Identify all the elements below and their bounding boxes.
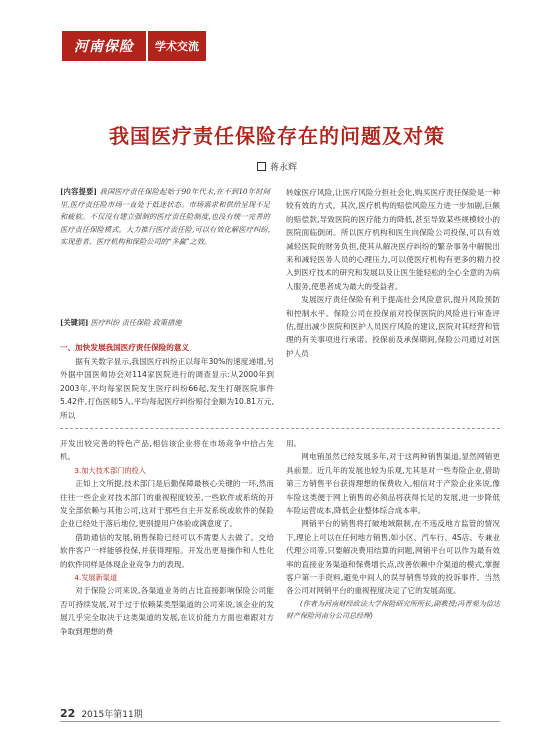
paragraph: 开发出较完善的特色产品,相信该企业将在市场竞争中拾占先机。 bbox=[60, 439, 274, 462]
magazine-brand: 河南保险 bbox=[62, 31, 146, 61]
left-column-bottom bbox=[60, 437, 274, 638]
paragraph: 正如上文所提,技术部门是后勤保障最核心关键的一环,然而往往一些企业对技术部门的重视程度较差,一些软件或系统的开发全部依赖与其他公司,这对于那些自主开发系统或软件的保险企业已经处于落后地位,更别提用户体验或满意度了。 bbox=[60, 479, 274, 529]
author-line bbox=[0, 160, 554, 173]
page-footer bbox=[60, 707, 143, 720]
left-column-top bbox=[60, 355, 274, 422]
right-column-bottom bbox=[286, 437, 500, 623]
abstract bbox=[60, 186, 270, 249]
author-bio: (作者为河南财经政法大学保险研究所所长,副教授;冯晋观为信达财产保险河南分公司总经理) bbox=[286, 599, 500, 621]
abstract-text: 我国医疗责任保险起始于90年代末,在不到10年时间里,医疗责任险市场一直处于低迷状态。市场需求和供给呈现不足和疲软。不仅没有建立强制的医疗责任险制度,也没有统一完善的医疗责任保险模式。大力推行医疗责任险,可以有效化解医疗纠纷,实现患者、医疗机构和保险公司的“多赢”之效。 bbox=[60, 187, 270, 247]
keywords-label: [关键词] bbox=[60, 318, 89, 327]
dashed-divider bbox=[60, 428, 500, 429]
author-square-icon bbox=[257, 162, 266, 171]
author-name: 蒋永辉 bbox=[269, 163, 297, 173]
keywords bbox=[60, 318, 270, 328]
paragraph: 转嫁医疗风险,让医疗风险分担社会化,购买医疗责任保险是一种较有效的方式。其次,医疗机构的赔偿风险压力进一步加剧,巨额的赔偿款,导致医院的医疗能力的降低,甚至导致某些规模较小的医院面临倒闭。所以医疗机构和医生向保险公司投保,可以有效减轻医院的财务负担,使其从解决医疗纠纷的繁杂事务中解脱出来和减轻医务人员的心理压力,可以使医疗机构有更多的精力投入到医疗技术的研究和发展以及让医生能轻松的全心全意的为病人服务,使患者成为最大的受益者。 bbox=[286, 188, 500, 291]
paragraph: 网销平台的销售将打破地域限制,在不违反地方监管的情况下,理论上可以在任何地方销售,如小区、汽车行、4S店、专兼业代理公司等,只要解决费用结算的问题,网销平台可以作为最有效率的直接业务渠道和保费增长点,改善依赖中介渠道的模式,掌握客户第一手资料,避免中间人的误导销售导致的投诉事件。当然各公司对网销平台的重视程度决定了它的发展高度。 bbox=[286, 519, 500, 596]
keywords-text: 医疗纠纷 责任保险 政策措施 bbox=[90, 318, 182, 327]
right-column-top bbox=[286, 186, 500, 360]
paragraph: 用。 bbox=[286, 439, 302, 448]
paragraph: 网电销虽然已经发展多年,对于这两种销售渠道,显然网销更具前景。近几年的发展也较为乐观,尤其是对一些寿险企业,借助第三方销售平台获得理想的保费收入,相信对于产险企业来说,像车险这类便于网上销售的必须品将获得长足的发展,进一步降低车险运营成本,降低企业整体综合成本率。 bbox=[286, 452, 500, 516]
subheading: 3.加大技术部门的投入 bbox=[74, 465, 146, 475]
header-banner bbox=[62, 31, 206, 61]
abstract-label: [内容提要] bbox=[60, 187, 97, 196]
footer-rule bbox=[60, 721, 500, 722]
paragraph: 发展医疗责任保险有利于提高社会风险意识,提升风险预防和控制水平。保险公司在投保前对投保医院的风险进行审查评估,提出减少医院和医护人员医疗风险的建议,医院对其经营和管理的有关事项进行承诺。投保前及承保期间,保险公司通过对医护人员 bbox=[286, 295, 500, 358]
paragraph: 借助通信的发展,销售保险已经可以不需要人去做了。交给软件客户一样能够投保,并获得理赔。开发出更易操作和人性化的软件同样是体现企业竞争力的表现。 bbox=[60, 532, 274, 569]
issue-label: 2015年第11期 bbox=[81, 710, 143, 720]
paragraph: 据有关数字显示,我国医疗纠纷正以每年30%的速度递增,另外据中国医师协会对114家医院进行的调查显示:从2000年到2003年,平均每家医院发生医疗纠纷66起,发生打砸医院事件5.42件,打伤医师5人,平均每起医疗纠纷赔付金额为10.81万元,所以 bbox=[60, 357, 274, 420]
subheading: 4.发展新渠道 bbox=[74, 573, 118, 583]
column-name: 学术交流 bbox=[148, 31, 206, 61]
paragraph: 对于保险公司来说,各渠道业务的占比直接影响保险公司能否可持续发展,对于过于依赖某类型渠道的公司来说,该企业的发展几乎完全取决于这类渠道的发展,在议价能力方面也难跟对方争取到理想的费 bbox=[60, 586, 274, 636]
section-heading: 一、加快发展我国医疗责任保险的意义 bbox=[60, 343, 190, 352]
article-title: 我国医疗责任保险存在的问题及对策 bbox=[109, 124, 445, 148]
page-number: 22 bbox=[60, 707, 76, 720]
